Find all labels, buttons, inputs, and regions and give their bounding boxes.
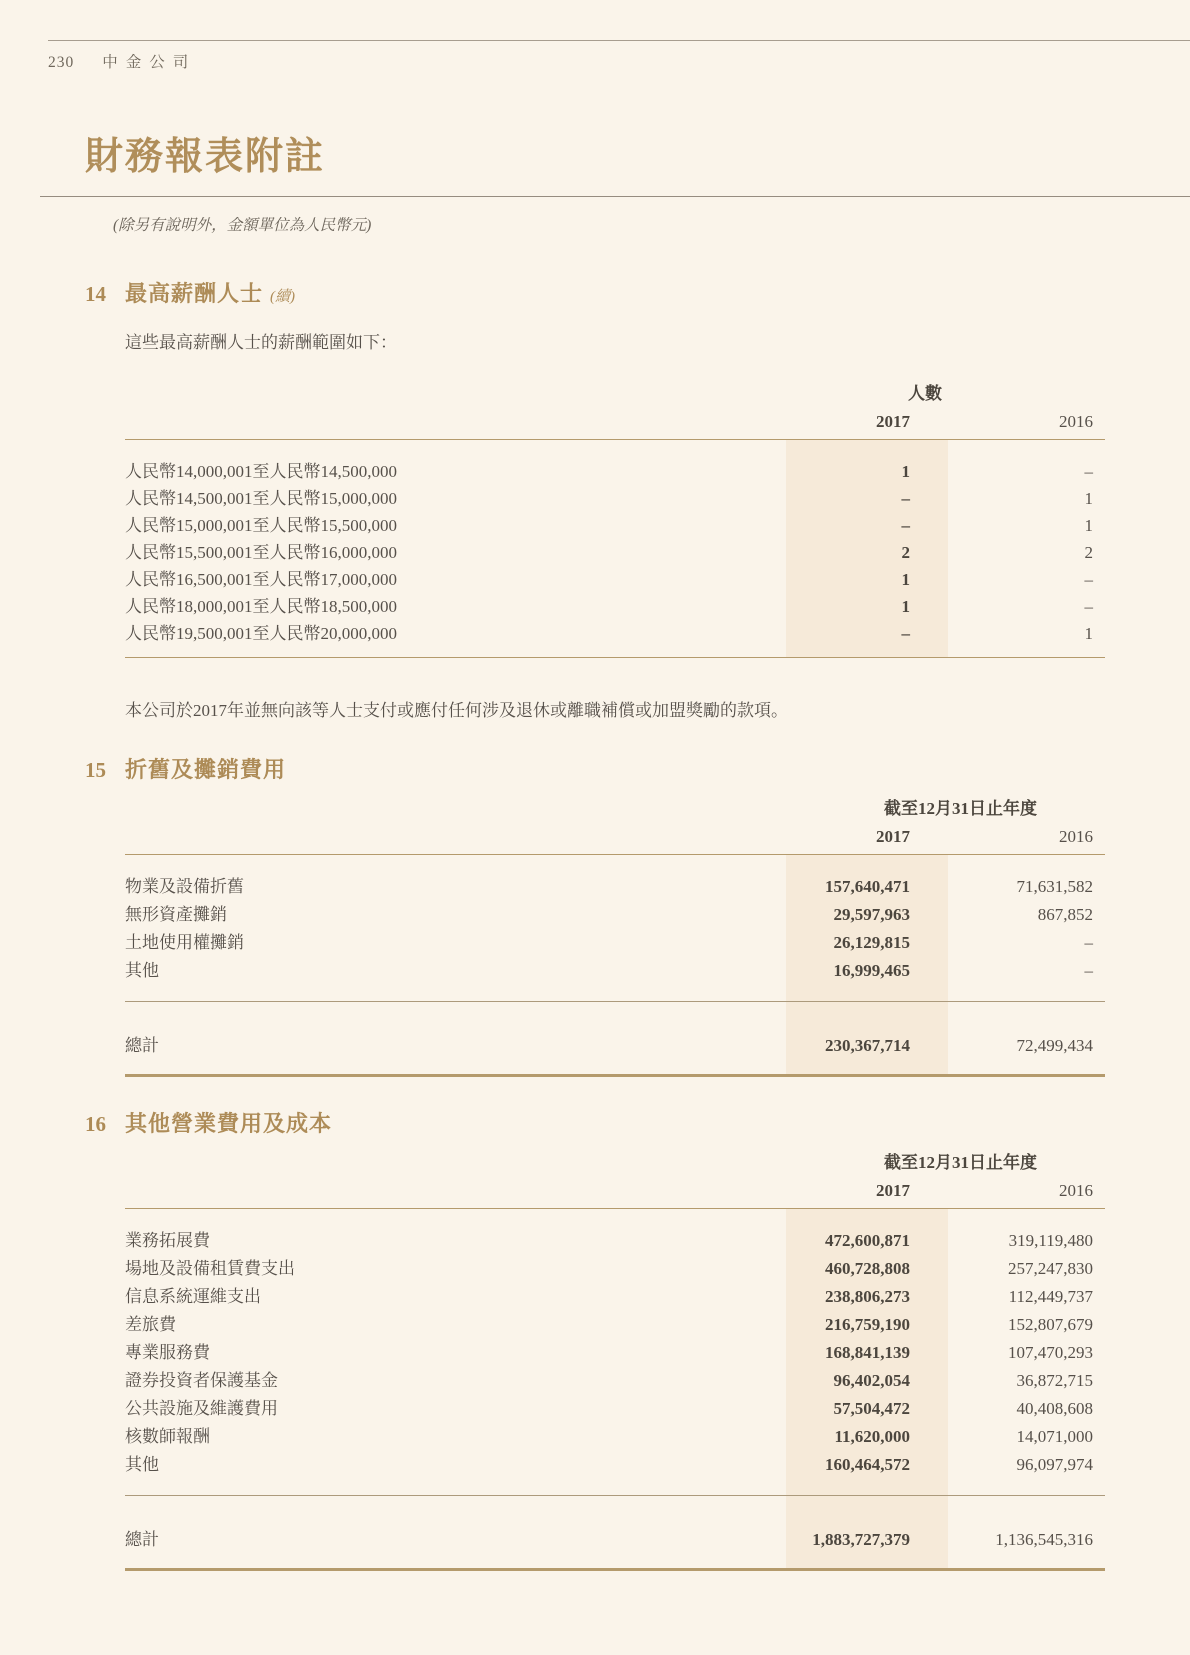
unit-note: (除另有說明外，金額單位為人民幣元) bbox=[113, 217, 372, 234]
top-divider bbox=[48, 40, 1190, 41]
page-number: 230 bbox=[48, 54, 75, 71]
row-label: 其他 bbox=[125, 1455, 159, 1474]
remuneration-band-table bbox=[125, 381, 1105, 658]
value-2017: 2 bbox=[901, 543, 910, 562]
table-row bbox=[125, 1339, 1105, 1367]
total-value-2017: 1,883,727,379 bbox=[812, 1530, 910, 1549]
value-2016: – bbox=[1084, 462, 1093, 481]
table-rows bbox=[125, 873, 1105, 985]
section-14 bbox=[85, 277, 1105, 721]
value-2016: 36,872,715 bbox=[1016, 1371, 1093, 1390]
table-row bbox=[125, 1367, 1105, 1395]
table-row bbox=[125, 566, 1105, 593]
section-15-heading bbox=[85, 753, 1105, 784]
other-operating-expenses-table bbox=[125, 1150, 1105, 1571]
section-16-title: 其他營業費用及成本 bbox=[125, 1111, 333, 1136]
period-header: 截至12月31日止年度 bbox=[884, 799, 1037, 818]
table-row bbox=[125, 512, 1105, 539]
row-label: 人民幣16,500,001至人民幣17,000,000 bbox=[125, 570, 397, 589]
section-15-title: 折舊及攤銷費用 bbox=[125, 757, 287, 782]
value-2017: 29,597,963 bbox=[833, 905, 910, 924]
section-14-intro: 這些最高薪酬人士的薪酬範圍如下： bbox=[125, 333, 397, 352]
row-label: 業務拓展費 bbox=[125, 1231, 210, 1250]
table-row bbox=[125, 620, 1105, 647]
value-2017: 1 bbox=[901, 462, 910, 481]
value-2016: 867,852 bbox=[1037, 905, 1093, 924]
year-2016-header: 2016 bbox=[1059, 827, 1093, 846]
row-label: 其他 bbox=[125, 961, 159, 980]
value-2017: 1 bbox=[901, 570, 910, 589]
value-2017: 238,806,273 bbox=[825, 1287, 910, 1306]
table-row bbox=[125, 1451, 1105, 1479]
subtotal-divider bbox=[125, 1495, 1105, 1496]
table-body bbox=[125, 1209, 1105, 1571]
table-header bbox=[125, 1150, 1105, 1209]
section-15-number: 15 bbox=[85, 758, 106, 782]
section-16-heading bbox=[85, 1107, 1105, 1138]
page-header bbox=[48, 50, 1190, 72]
row-label: 土地使用權攤銷 bbox=[125, 933, 244, 952]
row-label: 人民幣14,500,001至人民幣15,000,000 bbox=[125, 489, 397, 508]
total-label: 總計 bbox=[125, 1036, 159, 1055]
table-row bbox=[125, 1255, 1105, 1283]
row-label: 無形資產攤銷 bbox=[125, 905, 227, 924]
row-label: 場地及設備租賃費支出 bbox=[125, 1259, 295, 1278]
value-2017: 57,504,472 bbox=[833, 1399, 910, 1418]
value-2017: 11,620,000 bbox=[834, 1427, 910, 1446]
total-value-2016: 1,136,545,316 bbox=[995, 1530, 1093, 1549]
row-label: 人民幣14,000,001至人民幣14,500,000 bbox=[125, 462, 397, 481]
table-row bbox=[125, 873, 1105, 901]
year-2016-header: 2016 bbox=[1059, 1181, 1093, 1200]
row-label: 人民幣15,000,001至人民幣15,500,000 bbox=[125, 516, 397, 535]
value-2017: – bbox=[901, 624, 910, 643]
subtotal-divider bbox=[125, 1001, 1105, 1002]
row-label: 人民幣18,000,001至人民幣18,500,000 bbox=[125, 597, 397, 616]
row-label: 人民幣15,500,001至人民幣16,000,000 bbox=[125, 543, 397, 562]
value-2016: 40,408,608 bbox=[1016, 1399, 1093, 1418]
page-title: 財務報表附註 bbox=[85, 136, 326, 178]
value-2016: 107,470,293 bbox=[1008, 1343, 1093, 1362]
value-2017: 26,129,815 bbox=[833, 933, 910, 952]
section-14-number: 14 bbox=[85, 282, 106, 306]
table-row bbox=[125, 929, 1105, 957]
value-2017: 16,999,465 bbox=[833, 961, 910, 980]
section-14-heading bbox=[85, 277, 1105, 308]
table-rows bbox=[125, 1227, 1105, 1479]
value-2016: 257,247,830 bbox=[1008, 1259, 1093, 1278]
value-2017: 216,759,190 bbox=[825, 1315, 910, 1334]
total-value-2017: 230,367,714 bbox=[825, 1036, 910, 1055]
year-2017-header: 2017 bbox=[876, 827, 910, 846]
row-label: 人民幣19,500,001至人民幣20,000,000 bbox=[125, 624, 397, 643]
table-row bbox=[125, 593, 1105, 620]
value-2016: 71,631,582 bbox=[1016, 877, 1093, 896]
table-row bbox=[125, 901, 1105, 929]
table-row bbox=[125, 1395, 1105, 1423]
company-name: 中金公司 bbox=[102, 54, 197, 71]
year-2017-header: 2017 bbox=[876, 412, 910, 431]
value-2016: 112,449,737 bbox=[1008, 1287, 1093, 1306]
total-row bbox=[125, 1032, 1105, 1060]
table-header bbox=[125, 381, 1105, 440]
value-2016: – bbox=[1084, 933, 1093, 952]
value-2017: 157,640,471 bbox=[825, 877, 910, 896]
year-2016-header: 2016 bbox=[1059, 412, 1093, 431]
table-row bbox=[125, 458, 1105, 485]
value-2017: – bbox=[901, 489, 910, 508]
row-label: 專業服務費 bbox=[125, 1343, 210, 1362]
table-body bbox=[125, 440, 1105, 658]
row-label: 物業及設備折舊 bbox=[125, 877, 244, 896]
row-label: 差旅費 bbox=[125, 1315, 176, 1334]
table-row bbox=[125, 1227, 1105, 1255]
value-2017: – bbox=[901, 516, 910, 535]
row-label: 公共設施及維護費用 bbox=[125, 1399, 278, 1418]
year-2017-header: 2017 bbox=[876, 1181, 910, 1200]
total-value-2016: 72,499,434 bbox=[1016, 1036, 1093, 1055]
value-2016: – bbox=[1084, 961, 1093, 980]
value-2017: 472,600,871 bbox=[825, 1231, 910, 1250]
row-label: 信息系統運維支出 bbox=[125, 1287, 261, 1306]
period-header: 截至12月31日止年度 bbox=[884, 1153, 1037, 1172]
value-2016: 14,071,000 bbox=[1016, 1427, 1093, 1446]
section-16-number: 16 bbox=[85, 1112, 106, 1136]
value-2016: 319,119,480 bbox=[1008, 1231, 1093, 1250]
value-2017: 1 bbox=[901, 597, 910, 616]
value-2016: 1 bbox=[1084, 624, 1093, 643]
table-row bbox=[125, 1283, 1105, 1311]
section-16 bbox=[85, 1107, 1105, 1571]
depreciation-amortisation-table bbox=[125, 796, 1105, 1077]
value-2016: – bbox=[1084, 570, 1093, 589]
value-2017: 460,728,808 bbox=[825, 1259, 910, 1278]
value-2016: 1 bbox=[1084, 516, 1093, 535]
value-2017: 160,464,572 bbox=[825, 1455, 910, 1474]
table-row bbox=[125, 485, 1105, 512]
value-2016: – bbox=[1084, 597, 1093, 616]
value-2016: 96,097,974 bbox=[1016, 1455, 1093, 1474]
people-count-header: 人數 bbox=[908, 384, 942, 403]
value-2016: 2 bbox=[1084, 543, 1093, 562]
title-divider bbox=[40, 196, 1190, 197]
table-header bbox=[125, 796, 1105, 855]
section-14-title-suffix: (續) bbox=[270, 289, 296, 305]
table-row bbox=[125, 957, 1105, 985]
table-body bbox=[125, 855, 1105, 1077]
value-2017: 96,402,054 bbox=[833, 1371, 910, 1390]
row-label: 證券投資者保護基金 bbox=[125, 1371, 278, 1390]
value-2016: 1 bbox=[1084, 489, 1093, 508]
table-row bbox=[125, 539, 1105, 566]
section-15 bbox=[85, 753, 1105, 1077]
table-row bbox=[125, 1311, 1105, 1339]
value-2016: 152,807,679 bbox=[1008, 1315, 1093, 1334]
table-row bbox=[125, 1423, 1105, 1451]
section-14-title: 最高薪酬人士 bbox=[125, 281, 264, 306]
total-label: 總計 bbox=[125, 1530, 159, 1549]
section-14-note: 本公司於2017年並無向該等人士支付或應付任何涉及退休或離職補償或加盟獎勵的款項。 bbox=[125, 701, 788, 720]
value-2017: 168,841,139 bbox=[825, 1343, 910, 1362]
total-row bbox=[125, 1526, 1105, 1554]
row-label: 核數師報酬 bbox=[125, 1427, 210, 1446]
